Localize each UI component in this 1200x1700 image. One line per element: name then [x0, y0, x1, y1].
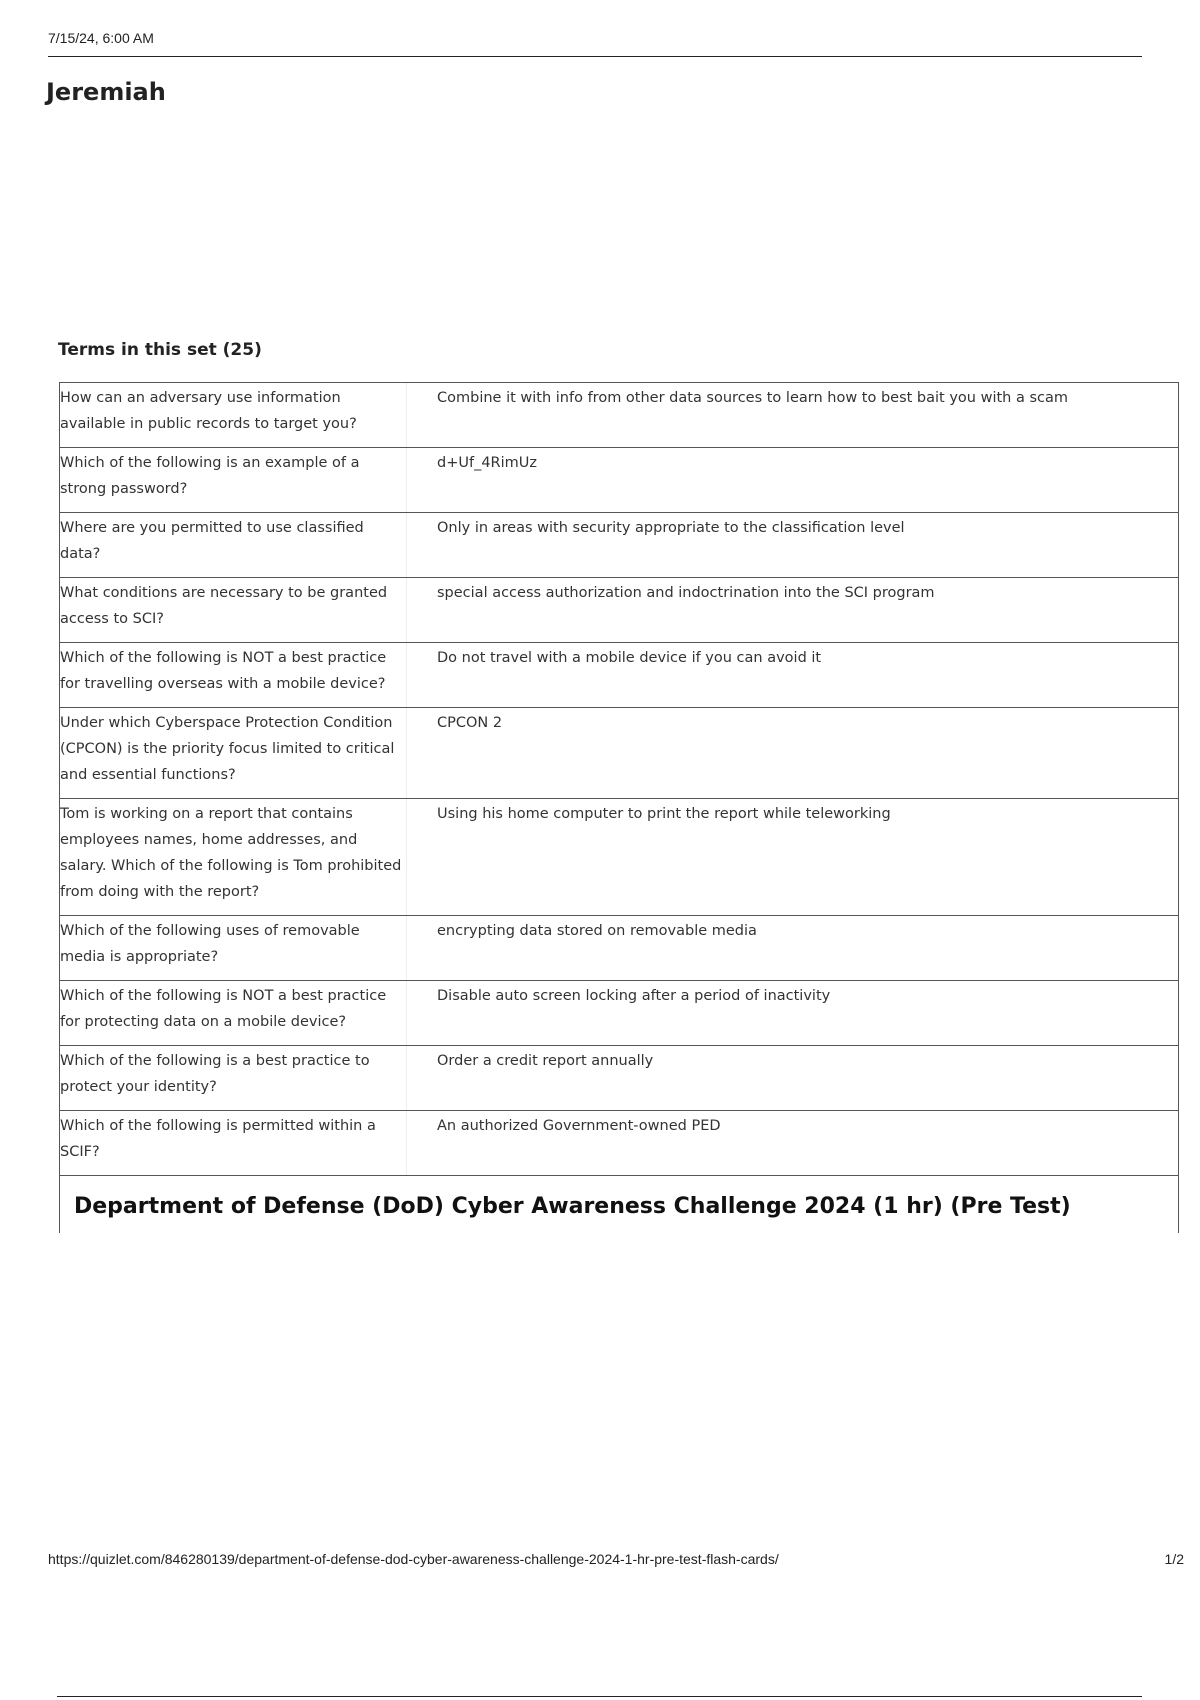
- card-definition: Only in areas with security appropriate to the classification level: [437, 520, 905, 536]
- card-row: [60, 708, 1178, 799]
- card-definition: An authorized Government-owned PED: [437, 1118, 721, 1134]
- card-row: [60, 799, 1178, 916]
- card-definition: encrypting data stored on removable media: [437, 923, 757, 939]
- card-term: Which of the following is a best practice to protect your identity?: [60, 1046, 407, 1110]
- card-definition: Disable auto screen locking after a period of inactivity: [437, 988, 831, 1004]
- card-row: [60, 513, 1178, 578]
- header-rule: [48, 56, 1142, 57]
- card-row: [60, 1111, 1178, 1176]
- card-term: Which of the following is NOT a best practice for travelling overseas with a mobile device?: [60, 643, 407, 707]
- card-row: [60, 578, 1178, 643]
- card-row: [60, 1046, 1178, 1111]
- card-term: Which of the following is NOT a best practice for protecting data on a mobile device?: [60, 981, 407, 1045]
- card-row: [60, 981, 1178, 1046]
- card-term: Where are you permitted to use classified data?: [60, 513, 407, 577]
- card-term: Which of the following is permitted within a SCIF?: [60, 1111, 407, 1175]
- print-date: 7/15/24, 6:00 AM: [48, 30, 154, 46]
- terms-heading: Terms in this set (25): [58, 340, 262, 360]
- flashcard-table: [59, 382, 1179, 1233]
- footer-rule: [57, 1696, 1142, 1697]
- card-term: Under which Cyberspace Protection Condition (CPCON) is the priority focus limited to critical and essential functions?: [60, 708, 407, 798]
- set-title-section: [60, 1176, 1178, 1233]
- card-term: Tom is working on a report that contains employees names, home addresses, and salary. Which of the following is Tom prohibited from doing with the report?: [60, 799, 407, 915]
- card-definition: Using his home computer to print the report while teleworking: [437, 806, 891, 822]
- card-definition: d+Uf_4RimUz: [437, 455, 537, 471]
- card-row: [60, 643, 1178, 708]
- card-definition: CPCON 2: [437, 715, 503, 731]
- card-definition: Do not travel with a mobile device if you can avoid it: [437, 650, 822, 666]
- card-term: Which of the following is an example of a strong password?: [60, 448, 407, 512]
- card-row: [60, 916, 1178, 981]
- author-name: Jeremiah: [46, 78, 166, 106]
- set-title: Department of Defense (DoD) Cyber Awareness Challenge 2024 (1 hr) (Pre Test): [74, 1194, 1071, 1219]
- card-definition: special access authorization and indoctrination into the SCI program: [437, 585, 935, 601]
- footer-url: https://quizlet.com/846280139/department-of-defense-dod-cyber-awareness-challenge-2024-1-hr-pre-test-flash-cards/: [48, 1551, 779, 1567]
- card-definition: Order a credit report annually: [437, 1053, 654, 1069]
- card-term: What conditions are necessary to be granted access to SCI?: [60, 578, 407, 642]
- card-definition: Combine it with info from other data sources to learn how to best bait you with a scam: [437, 390, 1068, 406]
- card-row: [60, 383, 1178, 448]
- card-term: Which of the following uses of removable media is appropriate?: [60, 916, 407, 980]
- card-term: How can an adversary use information available in public records to target you?: [60, 383, 407, 447]
- page-number: 1/2: [1164, 1551, 1184, 1567]
- card-row: [60, 448, 1178, 513]
